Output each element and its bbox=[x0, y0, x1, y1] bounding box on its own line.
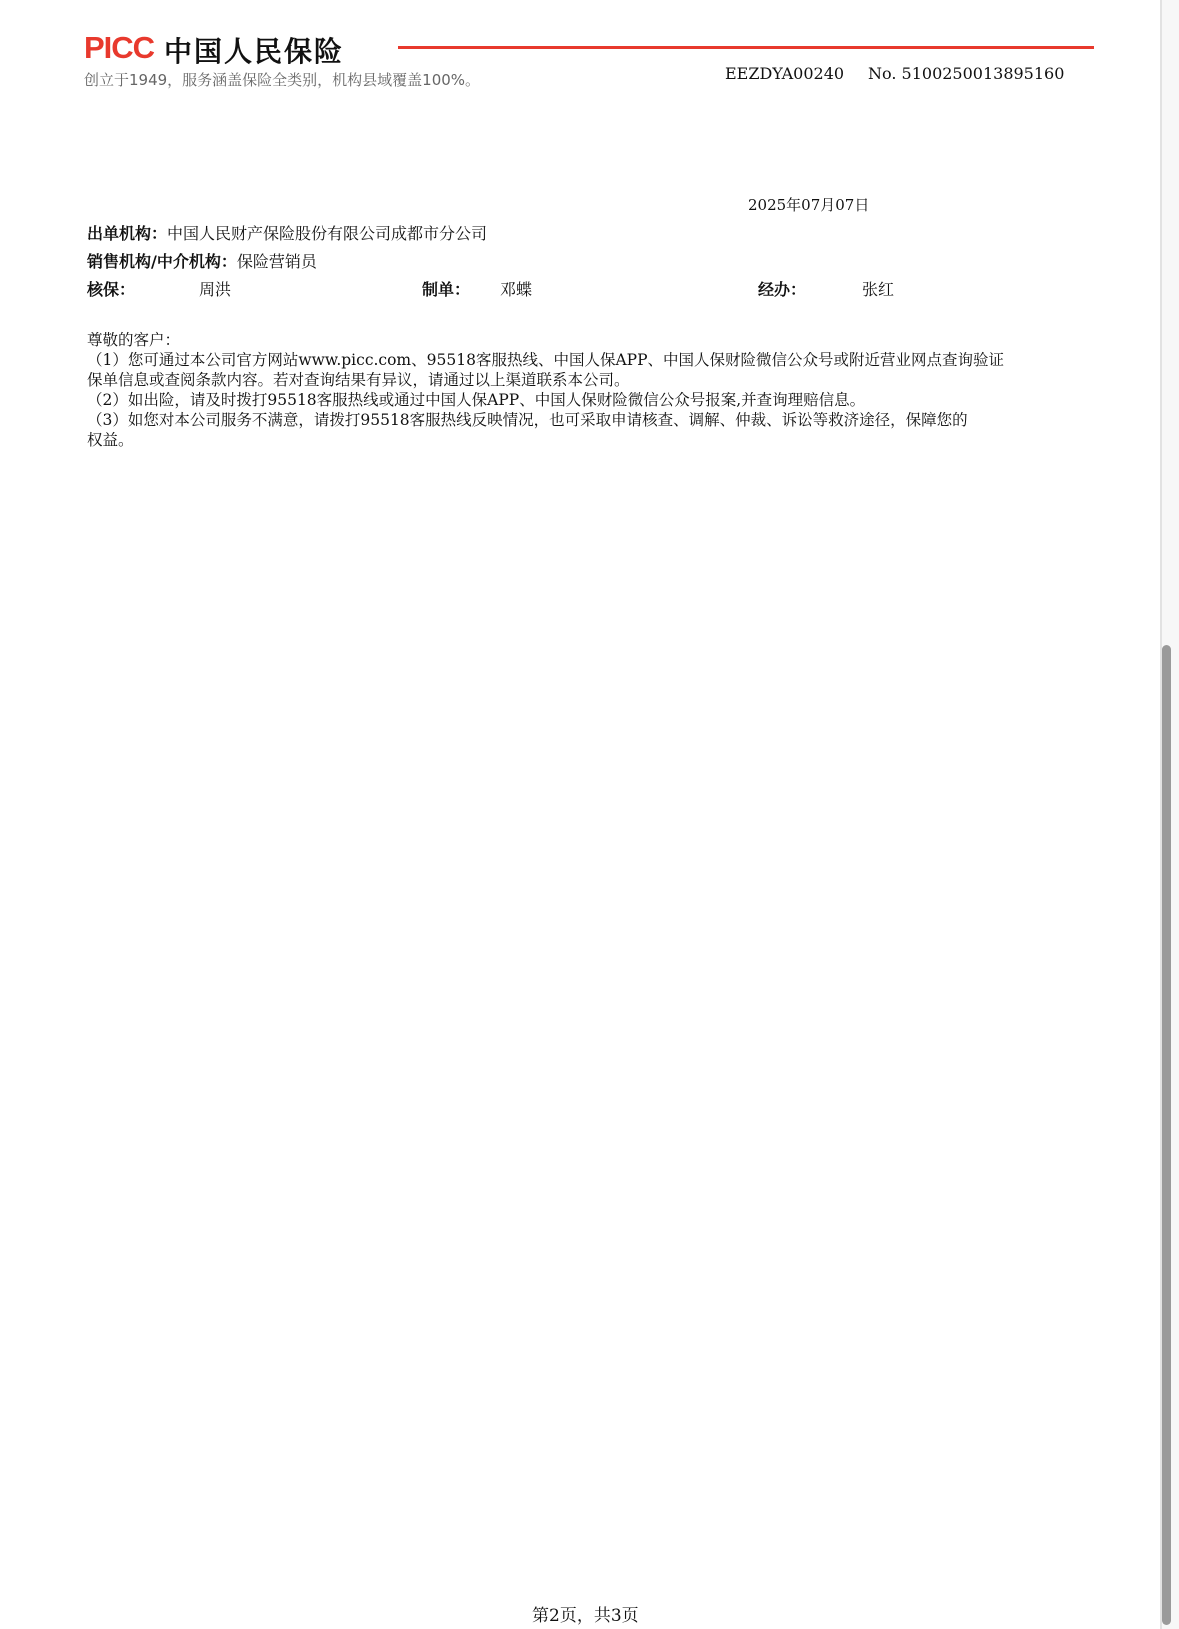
underwriter-value: 周洪 bbox=[199, 280, 232, 299]
sales-label: 销售机构/中介机构： bbox=[87, 252, 237, 271]
logo-chinese-name: 中国人民保险 bbox=[164, 35, 345, 68]
notice-item-2: （2）如出险，请及时拨打95518客服热线或通过中国人保APP、中国人保财险微信公众号报案,并查询理赔信息。 bbox=[87, 391, 866, 409]
sales-value: 保险营销员 bbox=[236, 252, 317, 271]
issuer-row bbox=[87, 221, 487, 244]
header-rule bbox=[398, 46, 1094, 49]
handler-label: 经办： bbox=[758, 280, 807, 299]
logo-mark: PICC bbox=[84, 30, 155, 65]
document-code: EEZDYA00240 bbox=[725, 64, 845, 83]
notice-item-3-line-1: （3）如您对本公司服务不满意，请拨打95518客服热线反映情况，也可采取申请核查、调解、仲裁、诉讼等救济途径，保障您的 bbox=[87, 411, 968, 429]
picc-logo bbox=[84, 28, 384, 68]
document-number: No. 5100250013895160 bbox=[868, 64, 1065, 83]
issuer-value: 中国人民财产保险股份有限公司成都市分公司 bbox=[167, 224, 488, 243]
maker-label: 制单： bbox=[422, 280, 471, 299]
handler-value: 张红 bbox=[862, 280, 895, 299]
notice-greeting: 尊敬的客户： bbox=[87, 331, 181, 349]
issuer-label: 出单机构： bbox=[87, 224, 168, 243]
underwriter-label: 核保： bbox=[87, 280, 136, 299]
maker-value: 邓蝶 bbox=[500, 280, 533, 299]
company-slogan: 创立于1949，服务涵盖保险全类别，机构县域覆盖100%。 bbox=[84, 71, 481, 89]
sales-row bbox=[87, 249, 317, 272]
issue-date: 2025年07月07日 bbox=[748, 196, 870, 214]
scrollbar-thumb[interactable] bbox=[1162, 645, 1171, 1625]
notice-item-1-line-2: 保单信息或查阅条款内容。若对查询结果有异议，请通过以上渠道联系本公司。 bbox=[87, 371, 630, 389]
notice-item-1-line-1: （1）您可通过本公司官方网站www.picc.com、95518客服热线、中国人保APP、中国人保财险微信公众号或附近营业网点查询验证 bbox=[87, 351, 1004, 369]
notice-item-3-line-2: 权益。 bbox=[87, 431, 134, 449]
customer-notice bbox=[87, 330, 1097, 450]
page-indicator: 第2页，共3页 bbox=[532, 1606, 639, 1626]
